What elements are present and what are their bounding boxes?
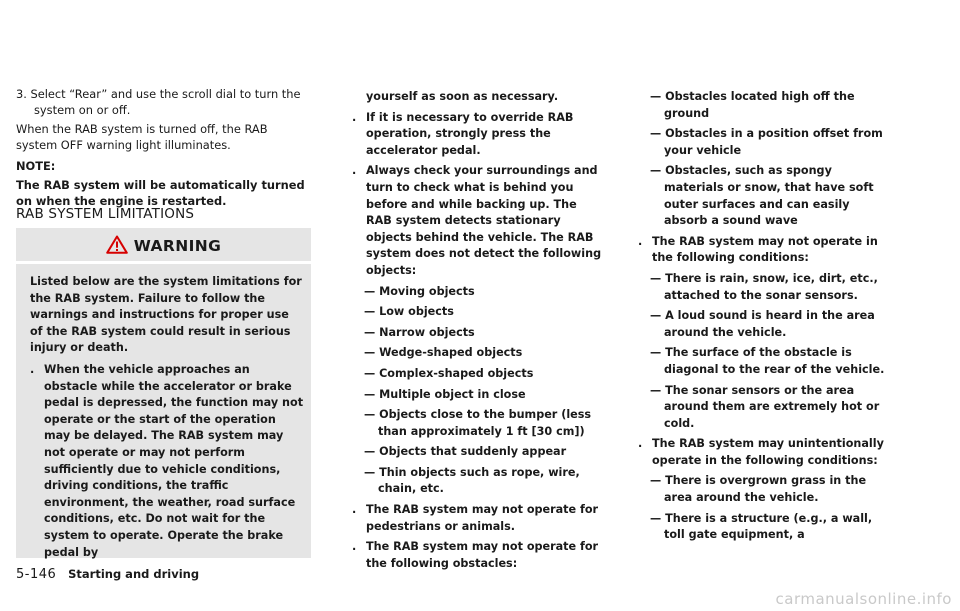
bullet-pedestrians	[352, 502, 606, 535]
dash-mark: —	[650, 127, 662, 141]
unintentional-item-text: There is a structure (e.g., a wall, toll gate equipment, a	[664, 511, 873, 542]
object-item	[352, 407, 606, 440]
dash-mark: —	[650, 271, 662, 285]
object-item-text: Moving objects	[379, 284, 475, 298]
object-item-text: Complex-shaped objects	[379, 366, 534, 380]
obstacle-item-text: Obstacles in a position offset from your vehicle	[664, 127, 883, 157]
bullet-unintentional	[638, 436, 892, 469]
note-text: The RAB system will be automatically turned on when the engine is restarted.	[16, 178, 305, 208]
warning-continuation: yourself as soon as necessary.	[366, 90, 559, 103]
dash-mark: —	[364, 408, 376, 422]
bullet-surroundings	[352, 163, 606, 279]
dash-mark: —	[364, 445, 376, 459]
bullet-obstacles	[352, 539, 606, 572]
bullet-mark: .	[352, 164, 357, 178]
dash-mark: —	[364, 387, 376, 401]
obstacle-item-text: Obstacles, such as spongy materials or snow, that have soft outer surfaces and can easily absorb a sound wave	[664, 164, 874, 228]
bullet-override	[352, 110, 606, 160]
object-item	[352, 366, 606, 383]
object-item	[352, 387, 606, 404]
object-item-text: Low objects	[379, 305, 454, 319]
bullet-override-text: If it is necessary to override RAB operation, strongly press the accelerator pedal.	[366, 110, 574, 157]
warning-title: WARNING	[133, 237, 222, 255]
object-item-text: Objects close to the bumper (less than approximately 1 ft [30 cm])	[378, 408, 592, 438]
step-3: 3. Select “Rear” and use the scroll dial to turn the system on or off.	[16, 87, 301, 117]
bullet-conditions	[638, 234, 892, 267]
dash-mark: —	[364, 346, 376, 360]
dash-mark: —	[364, 284, 376, 298]
object-item	[352, 325, 606, 342]
bullet-mark: .	[352, 540, 357, 554]
page-footer	[16, 567, 199, 582]
dash-mark: —	[650, 511, 662, 525]
dash-mark: —	[650, 90, 662, 103]
dash-mark: —	[364, 465, 376, 479]
warning-body	[30, 274, 304, 565]
condition-item-text: The sonar sensors or the area around them are extremely hot or cold.	[664, 383, 880, 430]
dash-mark: —	[364, 305, 376, 319]
object-item	[352, 304, 606, 321]
bullet-obstacles-text: The RAB system may not operate for the following obstacles:	[366, 540, 599, 570]
condition-item-text: A loud sound is heard in the area around the vehicle.	[664, 309, 875, 339]
condition-item-text: The surface of the obstacle is diagonal to the rear of the vehicle.	[664, 346, 885, 376]
object-item-text: Narrow objects	[379, 325, 475, 339]
object-item-text: Objects that suddenly appear	[379, 445, 567, 459]
warning-intro: Listed below are the system limitations for the RAB system. Failure to follow the warnings and instructions for proper use of the RAB system could result in serious injury or death.	[30, 275, 302, 355]
column-3	[638, 89, 892, 548]
condition-item-text: There is rain, snow, ice, dirt, etc., attached to the sonar sensors.	[664, 271, 878, 302]
warning-bullet-text: When the vehicle approaches an obstacle while the accelerator or brake pedal is depressed, the function may not operate or the start of the operation may be delayed. The RAB system may not operate or may not perform sufficiently due to vehicle conditions, driving conditions, the traffic environment, the weather, road surface conditions, etc. Do not wait for the system to operate. Operate the brake pedal by	[44, 362, 304, 559]
obstacle-item-text: Obstacles located high off the ground	[664, 90, 855, 120]
watermark: carmanualsonline.info	[775, 590, 952, 608]
bullet-mark: .	[352, 110, 357, 124]
dash-mark: —	[650, 383, 662, 397]
object-item-text: Thin objects such as rope, wire, chain, etc.	[378, 465, 580, 496]
condition-item	[638, 383, 892, 433]
object-item-text: Multiple object in close	[379, 387, 526, 401]
obstacle-item	[638, 126, 892, 159]
object-item	[352, 444, 606, 461]
warning-box	[16, 228, 311, 558]
warning-bullet	[30, 362, 304, 561]
warning-triangle-icon	[106, 235, 128, 258]
bullet-mark: .	[638, 437, 643, 451]
column-2	[352, 89, 606, 576]
object-item-text: Wedge-shaped objects	[379, 346, 523, 360]
object-item	[352, 345, 606, 362]
condition-item	[638, 345, 892, 378]
warning-header	[16, 228, 311, 264]
unintentional-item	[638, 511, 892, 544]
unintentional-item-text: There is overgrown grass in the area around the vehicle.	[664, 474, 867, 505]
condition-item	[638, 308, 892, 341]
object-item	[352, 465, 606, 498]
condition-item	[638, 271, 892, 304]
bullet-mark: .	[352, 503, 357, 517]
obstacle-item	[638, 163, 892, 229]
bullet-mark: .	[30, 362, 35, 376]
object-item	[352, 284, 606, 301]
bullet-pedestrians-text: The RAB system may not operate for pedestrians or animals.	[366, 503, 599, 533]
bullet-conditions-text: The RAB system may not operate in the following conditions:	[652, 234, 878, 265]
dash-mark: —	[650, 346, 662, 360]
dash-mark: —	[650, 309, 662, 323]
bullet-mark: .	[638, 234, 643, 248]
obstacle-item	[638, 89, 892, 122]
note-label: NOTE:	[16, 159, 56, 173]
dash-mark: —	[650, 474, 662, 488]
bullet-surroundings-text: Always check your surroundings and turn to check what is behind you before and while backing up. The RAB system detects stationary objects behind the vehicle. The RAB system does not detect the following objects:	[366, 164, 602, 277]
dash-mark: —	[650, 164, 662, 178]
bullet-unintentional-text: The RAB system may unintentionally operate in the following conditions:	[652, 437, 884, 467]
dash-mark: —	[364, 325, 376, 339]
section-title: RAB SYSTEM LIMITATIONS	[16, 206, 195, 222]
column-1-text	[16, 86, 310, 209]
page-number: 5-146	[16, 567, 57, 582]
dash-mark: —	[364, 366, 376, 380]
off-warning-paragraph: When the RAB system is turned off, the RAB system OFF warning light illuminates.	[16, 122, 268, 152]
unintentional-item	[638, 473, 892, 506]
footer-section: Starting and driving	[68, 567, 200, 581]
